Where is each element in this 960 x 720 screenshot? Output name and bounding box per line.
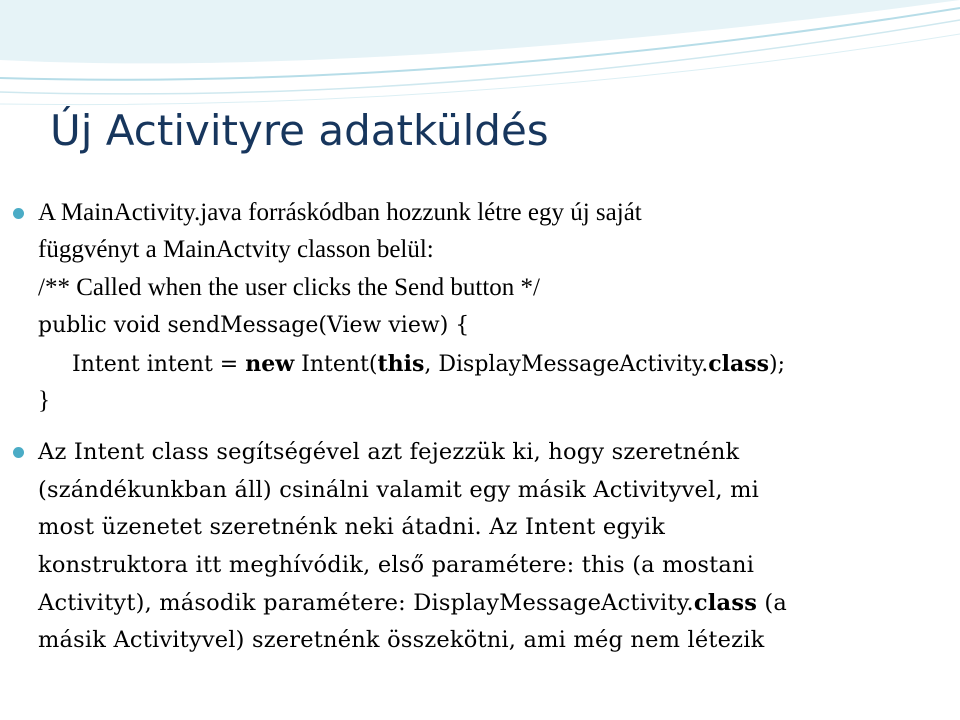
- bullet2-line3: most üzenetet szeretnénk neki átadni. Az Intent egyik: [38, 514, 666, 540]
- bullet2-line4: konstruktora itt meghívódik, első paramétere: this (a mostani: [38, 552, 755, 578]
- code-body-end: );: [769, 352, 786, 377]
- bullet-dot: [13, 208, 24, 219]
- bullet2-line5: [38, 588, 787, 618]
- bullet1-line1: A MainActivity.java forráskódban hozzunk létre egy új saját: [38, 199, 642, 226]
- code-comment: /** Called when the user clicks the Send button */: [38, 274, 540, 301]
- header-swoosh-decoration: [0, 0, 960, 120]
- bullet2-line1: Az Intent class segítségével azt fejezzük ki, hogy szeretnénk: [38, 439, 740, 465]
- code-body: [72, 349, 785, 380]
- code-body-prefix: Intent intent =: [72, 352, 246, 377]
- bullet1-line2: függvényt a MainActvity classon belül:: [38, 236, 434, 263]
- bullet2-keyword-class: class: [693, 590, 758, 616]
- bullet2-line5-suffix: (a: [757, 590, 788, 616]
- code-body-args: , DisplayMessageActivity.: [424, 352, 709, 377]
- bullet2-line6: másik Activityvel) szeretnénk összekötni, ami még nem létezik: [38, 627, 765, 653]
- slide-title: Új Activityre adatküldés: [50, 106, 549, 155]
- code-close-brace: }: [38, 387, 50, 414]
- code-body-mid: Intent(: [294, 352, 378, 377]
- code-keyword-this: this: [377, 351, 425, 377]
- bullet2-line5-prefix: Activityt), második paramétere: DisplayMessageActivity.: [38, 590, 694, 616]
- bullet-dot: [13, 447, 24, 458]
- code-keyword-class: class: [708, 351, 770, 377]
- code-keyword-new: new: [245, 351, 295, 377]
- code-signature: public void sendMessage(View view) {: [38, 313, 470, 338]
- bullet2-line2: (szándékunkban áll) csinálni valamit egy másik Activityvel, mi: [38, 477, 760, 503]
